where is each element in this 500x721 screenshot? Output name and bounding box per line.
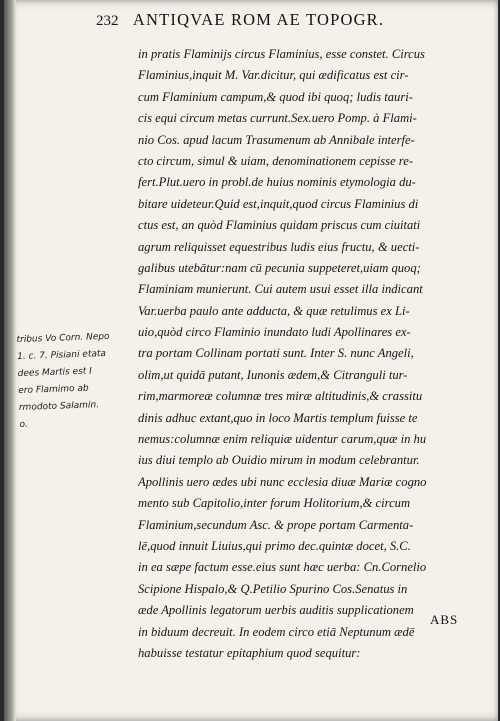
margin-note: o. [19, 419, 29, 431]
text-line: bitare uideteur.Quid est,inquit,quod circus Flaminius di [138, 196, 419, 211]
text-line: olim,ut quidā putant, Iunonis ædem,& Citranguli tur- [138, 367, 408, 382]
text-line: uio,quòd circo Flaminio inundato ludi Apollinares ex- [138, 325, 411, 340]
text-line: Flaminius,inquit M. Var.dicitur, qui ædificatus est cir- [138, 68, 409, 83]
page-number: 232 [96, 13, 119, 29]
text-line: Scipione Hispalo,& Q.Petilio Spurino Cos.Senatus in [138, 581, 408, 596]
text-line: lē,quod innuit Liuius,qui primo dec.quintæ docet, S.C. [138, 538, 411, 553]
catchword: ABS [430, 612, 459, 627]
text-line: agrum reliquisset equestribus ludis eius fructu, & uecti- [138, 239, 420, 254]
text-line: galibus utebātur:nam cū pecunia suppeteret,uiam quoq; [138, 260, 421, 275]
text-line: cto circum, simul & uiam, denominationem cepisse re- [138, 153, 414, 168]
text-line: Flaminium,secundum Asc. & prope portam Carmenta- [138, 517, 414, 532]
running-header [96, 10, 474, 30]
handwritten-margin-notes [16, 328, 137, 434]
text-line: dinis adhuc extant,quo in loco Martis templum fuisse te [138, 410, 418, 425]
page-gutter-shadow [4, 0, 16, 721]
book-page [4, 0, 498, 721]
body-text-block [138, 44, 468, 664]
text-line: Flaminiam munierunt. Cui autem usui esset illa indicant [138, 282, 423, 297]
margin-note: 1. c. 7. Pisiani etata [16, 348, 107, 363]
text-line: fert.Plut.uero in probl.de huius nominis etymologia du- [138, 175, 416, 190]
text-line: cum Flaminium campum,& quod ibi quoq; ludis tauri- [138, 89, 413, 104]
text-line: æde Apollinis legatorum uerbis auditis supplicationem [138, 603, 414, 618]
text-line: ius diui templo ab Ouidio mirum in modum celebrantur. [138, 453, 420, 468]
text-line: in ea sæpe factum esse.eius sunt hæc uerba: Cn.Cornelio [138, 560, 427, 575]
text-line: habuisse testatur epitaphium quod sequitur: [138, 645, 361, 660]
text-line: rim,marmoreæ columnæ tres miræ altitudinis,& crassitu [138, 389, 423, 404]
margin-note: tribus Vo Corn. Nepo [16, 331, 110, 346]
text-line: mento sub Capitolio,inter forum Holitorium,& circum [138, 496, 411, 511]
text-line: in biduum decreuit. In eodem circo etiā Neptunum ædē [138, 624, 415, 639]
text-line: Var.uerba paulo ante adducta, & quæ retulimus ex Li- [138, 303, 410, 318]
text-line: in pratis Flaminijs circus Flaminius, esse constet. Circus [138, 47, 425, 61]
margin-note: dees Martis est I [17, 366, 93, 380]
text-line: ctus est, an quòd Flaminius quidam priscus cum ciuitati [138, 218, 421, 233]
running-title: ANTIQVAE ROM AE TOPOGR. [132, 10, 385, 29]
text-line: Apollinis uero ædes ubi nunc ecclesia diuæ Mariæ cogno [138, 474, 427, 489]
text-line: nemus:columnæ enim reliquiæ uidentur carum,quæ in hu [138, 432, 427, 447]
text-line: tra portam Collinam portati sunt. Inter S. nunc Angeli, [138, 346, 414, 361]
text-line: cis equi circum metas currunt.Sex.uero Pomp. à Flami- [138, 111, 417, 126]
margin-note: rmodoto Salamin. [18, 400, 100, 414]
text-line: nio Cos. apud lacum Trasumenum ab Annibale interfe- [138, 132, 415, 147]
margin-note: ero Flamimo ab [18, 383, 89, 397]
